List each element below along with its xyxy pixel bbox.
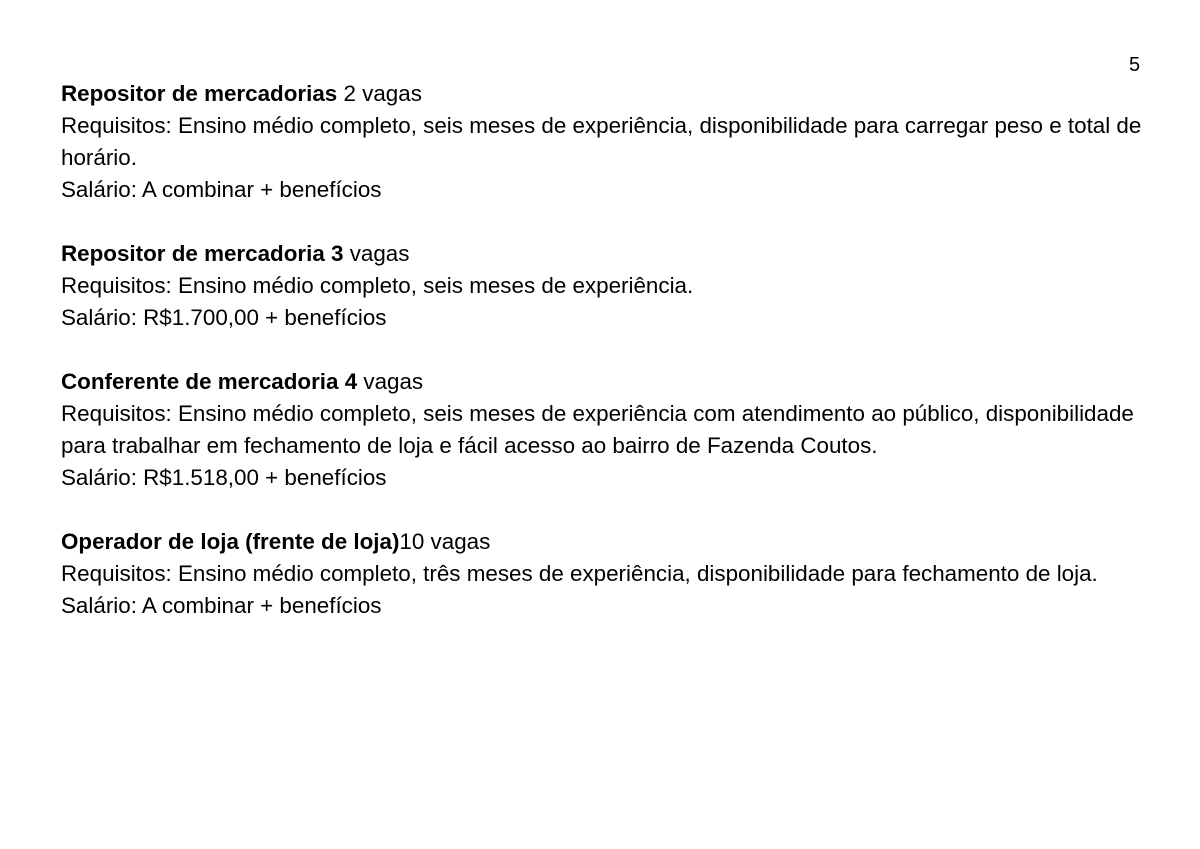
job-salary: Salário: A combinar + benefícios (61, 593, 382, 618)
job-requirements: Requisitos: Ensino médio completo, três meses de experiência, disponibilidade para fechamento de loja. (61, 561, 1098, 586)
job-requirements: Requisitos: Ensino médio completo, seis meses de experiência. (61, 273, 694, 298)
job-title: Conferente de mercadoria 4 (61, 369, 358, 394)
job-heading (61, 366, 1146, 398)
page-number: 5 (1129, 54, 1141, 76)
job-salary: Salário: A combinar + benefícios (61, 177, 382, 202)
job-vacancies: 2 vagas (337, 81, 422, 106)
job-vacancies: 10 vagas (399, 529, 491, 554)
job-listing (61, 366, 1146, 494)
job-vacancies: vagas (357, 369, 424, 394)
job-listing (61, 526, 1146, 622)
job-listings (61, 78, 1146, 654)
job-salary: Salário: R$1.700,00 + benefícios (61, 305, 387, 330)
job-title: Operador de loja (frente de loja) (61, 529, 400, 554)
job-heading (61, 238, 1146, 270)
job-requirements: Requisitos: Ensino médio completo, seis meses de experiência, disponibilidade para carregar peso e total de horário. (61, 113, 1142, 170)
job-heading (61, 526, 1146, 558)
job-vacancies: vagas (343, 241, 410, 266)
job-requirements: Requisitos: Ensino médio completo, seis meses de experiência com atendimento ao público, disponibilidade para trabalhar em fechamento de loja e fácil acesso ao bairro de Fazenda Coutos. (61, 401, 1134, 458)
job-salary: Salário: R$1.518,00 + benefícios (61, 465, 387, 490)
job-title: Repositor de mercadoria 3 (61, 241, 344, 266)
job-heading (61, 78, 1146, 110)
job-listing (61, 238, 1146, 334)
job-title: Repositor de mercadorias (61, 81, 338, 106)
job-listing (61, 78, 1146, 206)
